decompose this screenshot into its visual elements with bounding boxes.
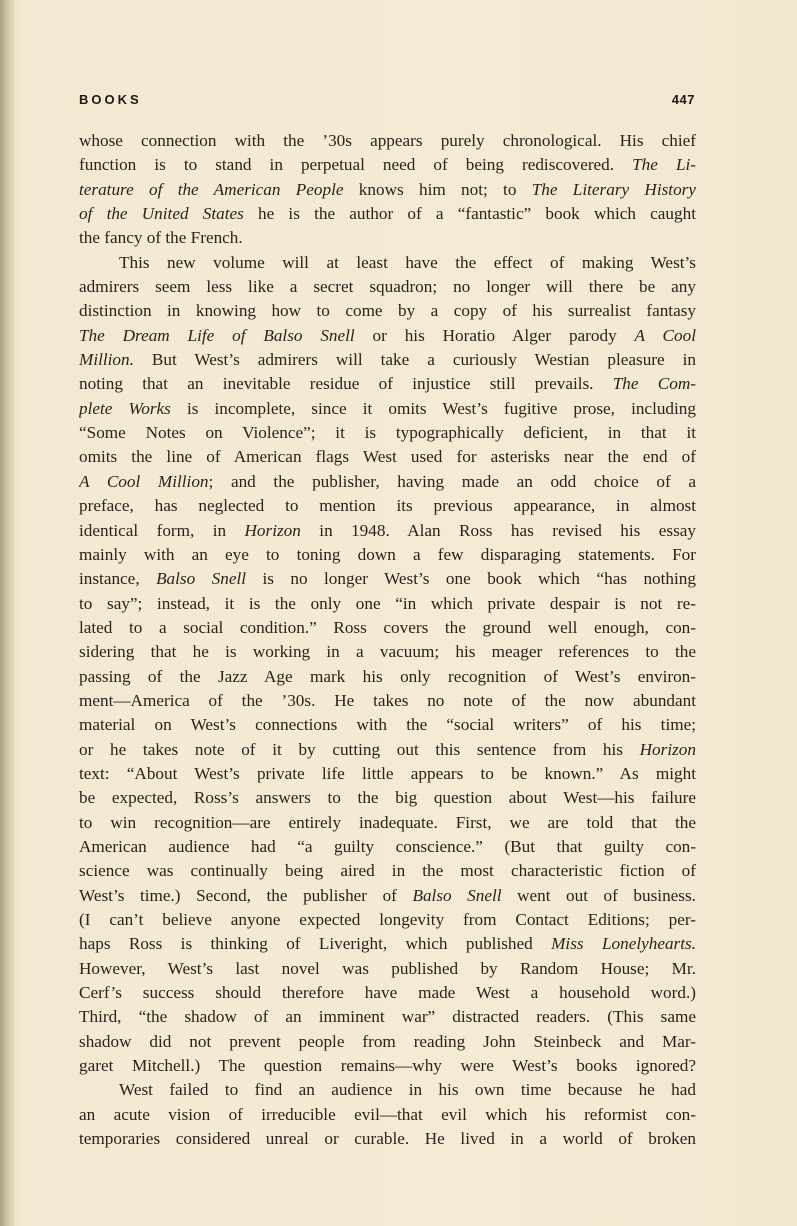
text-segment: ment—America of the ’30s. He takes no note of the now abundant xyxy=(79,690,696,710)
text-line xyxy=(79,859,696,883)
running-head xyxy=(79,92,695,112)
text-segment: shadow did not prevent people from reading John Steinbeck and Mar- xyxy=(79,1031,696,1051)
text-line xyxy=(79,762,696,786)
text-segment: passing of the Jazz Age mark his only recognition of West’s environ- xyxy=(79,666,696,686)
text-segment: haps Ross is thinking of Liveright, which published xyxy=(79,934,552,954)
text-line xyxy=(79,299,696,323)
text-line xyxy=(79,494,696,518)
text-segment: However, West’s last novel was published by Random House; Mr. xyxy=(79,958,696,978)
italic-title: Million. xyxy=(79,350,134,370)
text-line xyxy=(79,932,696,956)
text-line xyxy=(79,397,696,421)
text-line xyxy=(79,786,696,810)
text-line xyxy=(79,1103,696,1127)
italic-title: A Cool xyxy=(634,325,696,345)
text-segment: the fancy of the French. xyxy=(79,228,243,248)
text-segment: to win recognition—are entirely inadequate. First, we are told that the xyxy=(79,812,696,832)
text-line xyxy=(79,324,696,348)
text-segment: or his Horatio Alger parody xyxy=(354,325,635,345)
page-number: 447 xyxy=(671,92,695,107)
text-line xyxy=(79,835,696,859)
text-segment: is incomplete, since it omits West’s fugitive prose, including xyxy=(170,398,696,418)
text-segment: be expected, Ross’s answers to the big question about West—his failure xyxy=(79,788,696,808)
text-line xyxy=(79,153,696,177)
text-line xyxy=(79,713,696,737)
text-segment: garet Mitchell.) The question remains—why were West’s books ignored? xyxy=(79,1056,696,1076)
text-segment: went out of business. xyxy=(501,885,696,905)
text-line xyxy=(79,445,696,469)
page-gutter-shadow xyxy=(0,0,14,1226)
text-line xyxy=(79,348,696,372)
text-segment: temporaries considered unreal or curable. He lived in a world of broken xyxy=(79,1129,696,1149)
italic-title: Miss Lonelyhearts. xyxy=(551,934,696,954)
italic-title: A Cool Million xyxy=(79,471,209,491)
text-line xyxy=(79,884,696,908)
text-line xyxy=(79,470,696,494)
italic-title: of the United States xyxy=(79,204,244,224)
text-segment: function is to stand in perpetual need of being rediscovered. xyxy=(79,155,633,175)
text-segment: Cerf’s success should therefore have made West a household word.) xyxy=(79,983,696,1003)
text-line xyxy=(79,129,696,153)
text-line xyxy=(79,1005,696,1029)
italic-title: Horizon xyxy=(639,739,696,759)
text-segment: or he takes note of it by cutting out this sentence from his xyxy=(79,739,640,759)
text-line xyxy=(79,275,696,299)
text-segment: lated to a social condition.” Ross covers the ground well enough, con- xyxy=(79,617,696,637)
text-segment: instance, xyxy=(79,569,157,589)
text-line xyxy=(79,421,696,445)
italic-title: The Literary History xyxy=(531,179,696,199)
text-line xyxy=(79,1054,696,1078)
text-segment: sidering that he is working in a vacuum; his meager references to the xyxy=(79,642,696,662)
text-line xyxy=(79,592,696,616)
text-line xyxy=(79,957,696,981)
text-segment: mainly with an eye to toning down a few disparaging statements. For xyxy=(79,544,696,564)
text-line xyxy=(79,689,696,713)
text-segment: he is the author of a “fantastic” book which caught xyxy=(243,204,696,224)
italic-title: The Com- xyxy=(612,374,696,394)
text-line xyxy=(79,567,696,591)
italic-title: The Li- xyxy=(632,155,696,175)
text-segment: text: “About West’s private life little appears to be known.” As might xyxy=(79,763,696,783)
text-line xyxy=(79,519,696,543)
text-line xyxy=(79,1127,696,1151)
section-title: BOOKS xyxy=(79,92,142,107)
body-text xyxy=(79,129,696,1151)
text-segment: American audience had “a guilty conscience.” (But that guilty con- xyxy=(79,836,696,856)
text-line xyxy=(79,908,696,932)
text-line xyxy=(79,202,696,226)
text-line xyxy=(79,1078,696,1102)
text-segment: But West’s admirers will take a curiously Westian pleasure in xyxy=(133,350,696,370)
text-line xyxy=(79,178,696,202)
text-segment: an acute vision of irreducible evil—that evil which his reformist con- xyxy=(79,1104,696,1124)
text-line xyxy=(79,665,696,689)
text-segment: West failed to find an audience in his own time because he had xyxy=(119,1080,696,1100)
text-line xyxy=(79,811,696,835)
italic-title: Horizon xyxy=(244,520,301,540)
text-segment: whose connection with the ’30s appears purely chronological. His chief xyxy=(79,131,696,150)
text-segment: (I can’t believe anyone expected longevity from Contact Editions; per- xyxy=(79,910,696,929)
text-line xyxy=(79,616,696,640)
text-segment: Third, “the shadow of an imminent war” distracted readers. (This same xyxy=(79,1007,696,1027)
italic-title: Balso Snell xyxy=(156,569,247,589)
text-segment: material on West’s connections with the “social writers” of his time; xyxy=(79,715,696,735)
text-line xyxy=(79,226,696,250)
text-segment: omits the line of American flags West used for asterisks near the end of xyxy=(79,447,696,467)
text-line xyxy=(79,981,696,1005)
text-segment: distinction in knowing how to come by a copy of his surrealist fantasy xyxy=(79,301,696,321)
text-line xyxy=(79,1030,696,1054)
text-segment: in 1948. Alan Ross has revised his essay xyxy=(300,520,696,540)
text-line xyxy=(79,372,696,396)
italic-title: Balso Snell xyxy=(412,885,502,905)
text-segment: This new volume will at least have the effect of making West’s xyxy=(119,252,696,272)
italic-title: The Dream Life of Balso Snell xyxy=(79,325,355,345)
text-segment: admirers seem less like a secret squadron; no longer will there be any xyxy=(79,277,696,297)
text-segment: is no longer West’s one book which “has nothing xyxy=(246,569,696,589)
text-segment: science was continually being aired in the most characteristic fiction of xyxy=(79,861,696,881)
text-line xyxy=(79,251,696,275)
italic-title: terature of the American People xyxy=(79,179,344,199)
text-segment: preface, has neglected to mention its previous appearance, in almost xyxy=(79,496,696,516)
italic-title: plete Works xyxy=(79,398,171,418)
text-line xyxy=(79,640,696,664)
text-segment: to say”; instead, it is the only one “in which private despair is not re- xyxy=(79,593,696,613)
text-segment: noting that an inevitable residue of injustice still prevails. xyxy=(79,374,613,394)
text-segment: “Some Notes on Violence”; it is typographically deficient, in that it xyxy=(79,423,696,443)
text-segment: identical form, in xyxy=(79,520,245,540)
text-line xyxy=(79,543,696,567)
text-line xyxy=(79,738,696,762)
text-segment: knows him not; to xyxy=(343,179,532,199)
text-segment: West’s time.) Second, the publisher of xyxy=(79,885,413,905)
text-segment: ; and the publisher, having made an odd choice of a xyxy=(208,471,696,491)
